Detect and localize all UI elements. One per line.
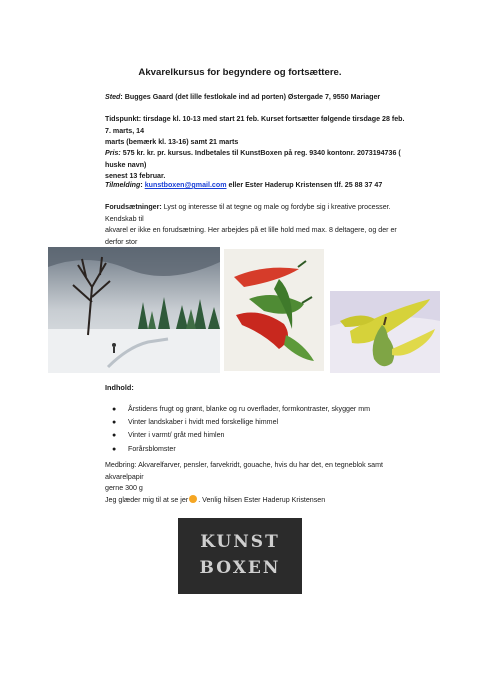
medbring-paragraph [105, 460, 405, 495]
medbring-line-2: gerne 300 g [105, 484, 143, 492]
closing-line [105, 495, 405, 507]
email-link[interactable]: kunstboxen@gmail.com [144, 181, 227, 189]
smiley-icon [189, 495, 197, 503]
pris-text-2: senest 13 februar. [105, 172, 166, 180]
chili-peppers-painting [224, 249, 324, 371]
list-item: ● Vinter i varmt/ gråt med himlen [112, 431, 225, 440]
closing-text-after: . Venlig hilsen Ester Haderup Kristensen [198, 496, 326, 504]
tilmelding-label: Tilmelding [105, 181, 141, 189]
forudsaetninger-line-1: Lyst og interesse til at tegne og male og fordybe sig i kreative processer. Kendskab til [105, 203, 391, 223]
sted-paragraph: Sted: Bugges Gaard (det lille festlokale ind ad porten) Østergade 7, 9550 Mariager [105, 93, 381, 101]
tidspunkt-text-2: marts (bemærk kl. 13-16) samt 21 marts [105, 138, 239, 146]
list-item: ● Vinter landskaber i hvidt med forskellige himmel [112, 418, 279, 427]
sted-label: Sted [105, 93, 121, 101]
tilmelding-text: eller Ester Haderup Kristensen tlf. 25 88 37 47 [228, 181, 383, 189]
list-item: ● Årstidens frugt og grønt, blanke og ru overflader, formkontraster, skygger mm [112, 405, 371, 413]
pris-paragraph [105, 148, 405, 183]
closing-text-before: Jeg glæder mig til at se jer [105, 496, 189, 504]
list-item: ● Forårsblomster [112, 444, 176, 453]
tidspunkt-label: Tidspunkt: [105, 115, 142, 123]
kunstboxen-logo: KUNST BOXEN [178, 518, 302, 594]
medbring-line-1: Medbring: Akvarelfarver, pensler, farvekridt, gouache, hvis du har det, en tegneblok samt akvarelpapir [105, 461, 383, 481]
sted-text: Bugges Gaard (det lille festlokale ind ad porten) Østergade 7, 9550 Mariager [124, 93, 381, 101]
watercolor-photos [48, 247, 438, 373]
tidspunkt-text-1: tirsdage kl. 10-13 med start 21 feb. Kurset fortsætter følgende tirsdage 28 feb. 7. marts, 14 [105, 115, 405, 135]
indhold-list [105, 403, 370, 456]
winter-landscape-painting [48, 247, 220, 373]
document-title: Akvarelkursus for begyndere og fortsættere. [138, 67, 342, 78]
pris-text-1: 575 kr. kr. pr. kursus. Indbetales til KunstBoxen på reg. 9340 kontonr. 2073194736 ( huske navn) [105, 149, 401, 169]
indhold-heading: Indhold: [105, 383, 134, 392]
pris-label: Pris: [105, 149, 121, 157]
forudsaetninger-line-2: akvarel er ikke en forudsætning. Her arbejdes på et lille hold med max. 8 deltagere, og der er derfor stor [105, 226, 397, 246]
tidspunkt-paragraph [105, 114, 405, 149]
pear-banana-painting [330, 291, 440, 373]
tilmelding-paragraph: Tilmelding: kunstboxen@gmail.com eller Ester Haderup Kristensen tlf. 25 88 37 47 [105, 181, 383, 189]
forudsaetninger-label: Forudsætninger: [105, 203, 162, 211]
